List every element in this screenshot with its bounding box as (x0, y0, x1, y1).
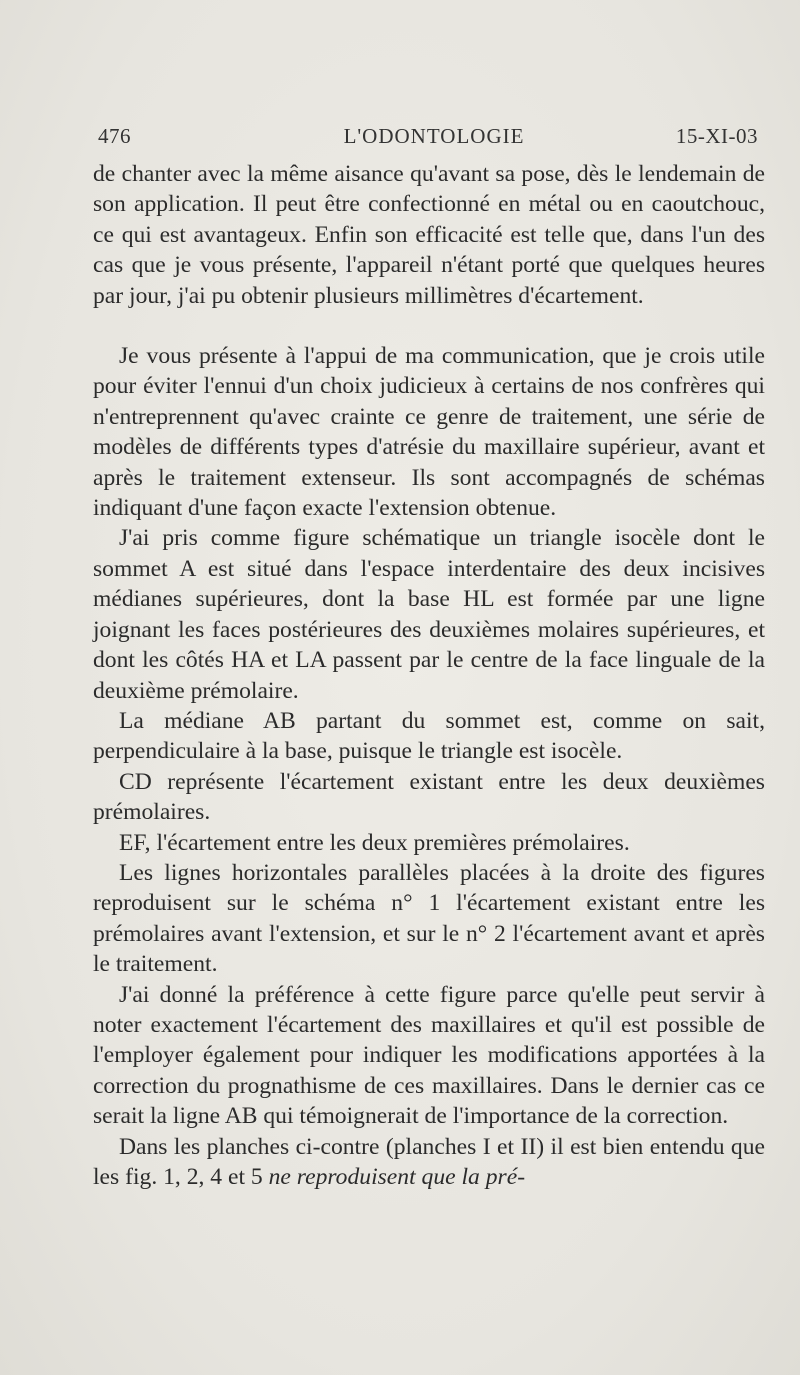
page-number: 476 (98, 124, 131, 148)
paragraph-last (93, 1132, 765, 1193)
paragraph: CD représente l'écartement existant entre les deux deuxièmes prémolaires. (93, 768, 765, 826)
paragraph-last-text: Dans les planches ci-contre (planches I et II) il est bien entendu que les fig. 1, 2, 4 et 5 (93, 1133, 765, 1190)
paragraph-last-italic: ne reproduisent que la pré- (268, 1164, 526, 1190)
issue-date: 15-XI-03 (675, 124, 758, 148)
paragraph: Les lignes horizontales parallèles placées à la droite des figures reproduisent sur le schéma n° 1 l'écartement existant entre les prémolaires avant l'extension, et sur le n° 2 l'écartement avant et après le traitement. (93, 859, 765, 978)
paragraph: J'ai donné la préférence à cette figure parce qu'elle peut servir à noter exactement l'écartement des maxillaires et qu'il est possible de l'employer également pour indiquer les modifications apportées à la correction du prognathisme de ces maxillaires. Dans le dernier cas ce serait la ligne AB qui témoignerait de l'importance de la correction. (93, 981, 765, 1130)
running-header (98, 124, 770, 154)
paragraph: EF, l'écartement entre les deux premières prémolaires. (119, 829, 630, 856)
paragraph: Je vous présente à l'appui de ma communication, que je crois utile pour éviter l'ennui d'un choix judicieux à certains de nos confrères qui n'entreprennent qu'avec crainte ce genre de traitement, une série de modèles de différents types d'atrésie du maxillaire supérieur, avant et après le traitement extenseur. Ils sont accompagnés de schémas indiquant d'une façon exacte l'extension obtenue. (93, 343, 765, 522)
paragraph-continuation: de chanter avec la même aisance qu'avant sa pose, dès le lendemain de son application. Il peut être confectionné en métal ou en caoutchouc, ce qui est avantageux. Enfin son efficacité est telle que, dans l'un des cas que je vous présente, l'appareil n'étant porté que quelques heures par jour, j'ai pu obtenir plusieurs millimètres d'écartement. (93, 161, 765, 309)
paragraph: J'ai pris comme figure schématique un triangle isocèle dont le sommet A est situé dans l'espace interdentaire des deux incisives médianes supérieures, dont la base HL est formée par une ligne joignant les faces postérieures des deuxièmes molaires supérieures, et dont les côtés HA et LA passent par le centre de la face linguale de la deuxième prémolaire. (93, 525, 765, 704)
body-text (93, 159, 765, 1192)
journal-title: L'ODONTOLOGIE (343, 124, 525, 148)
paragraph: La médiane AB partant du sommet est, comme on sait, perpendiculaire à la base, puisque le triangle est isocèle. (93, 707, 765, 765)
